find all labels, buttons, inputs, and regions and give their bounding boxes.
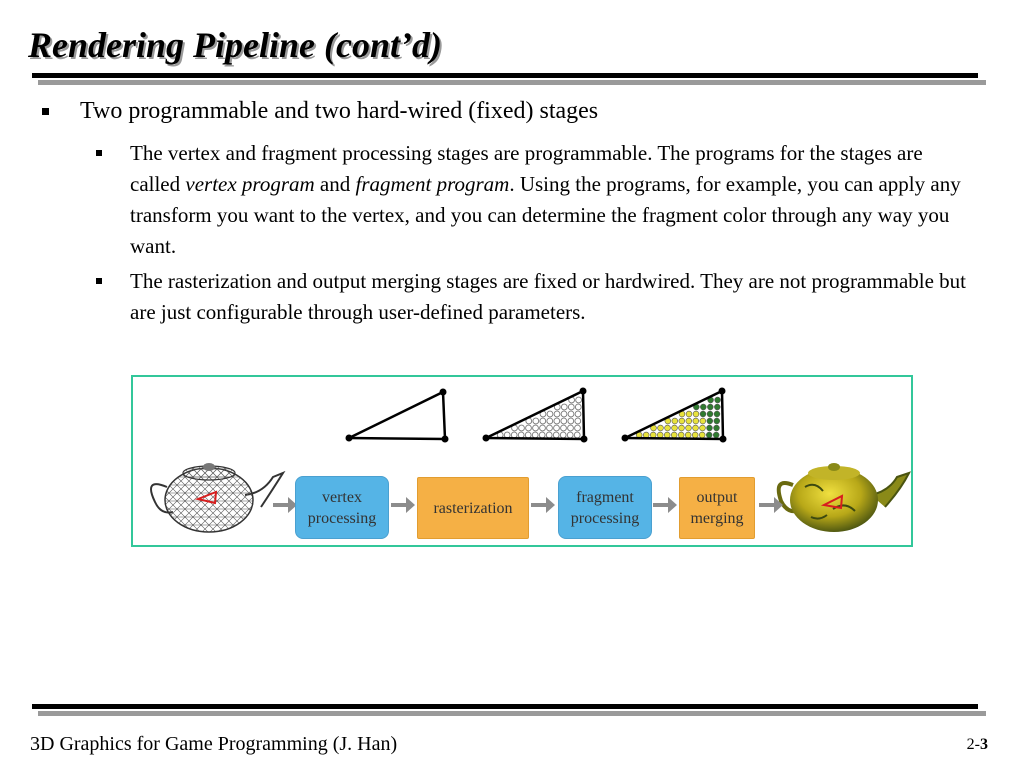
- fragment-dot: [518, 432, 524, 438]
- fragment-dot: [713, 432, 719, 438]
- fragment-dot: [568, 404, 574, 410]
- square-bullet-icon: [96, 278, 102, 284]
- fragment-dot: [525, 432, 531, 438]
- fragment-dot: [699, 432, 705, 438]
- fragment-dot: [554, 411, 560, 417]
- fragment-dot: [658, 425, 664, 431]
- fragment-dot: [540, 418, 546, 424]
- fragment-dot: [519, 425, 525, 431]
- fragment-dot: [686, 411, 692, 417]
- fragment-dot: [714, 411, 720, 417]
- slide-title: Rendering Pipeline (cont’d): [28, 25, 442, 65]
- fragment-dot: [707, 404, 713, 410]
- fragment-dot: [672, 425, 678, 431]
- triangle-vertices: [346, 389, 449, 443]
- fragment-dot: [693, 411, 699, 417]
- fragment-dot: [679, 418, 685, 424]
- footer-rule: [32, 704, 978, 709]
- fragment-dot: [707, 425, 713, 431]
- fragment-dot: [526, 425, 532, 431]
- fragment-dot: [678, 432, 684, 438]
- fragment-dot: [575, 411, 581, 417]
- title-rule-shadow: [38, 80, 986, 85]
- fragment-dot: [533, 418, 539, 424]
- fragment-dot: [546, 432, 552, 438]
- fragment-dot: [707, 418, 713, 424]
- triangle-shaded: [622, 388, 727, 443]
- fragment-dot: [560, 432, 566, 438]
- fragment-dot: [575, 425, 581, 431]
- fragment-dot: [561, 425, 567, 431]
- page-prefix: 2-: [966, 736, 980, 753]
- fragment-dot: [657, 432, 663, 438]
- fragment-dot: [686, 418, 692, 424]
- triangle-rasterized: [483, 388, 588, 443]
- pipeline-figure: [131, 375, 913, 547]
- stage-rasterization: rasterization: [417, 477, 529, 539]
- fragment-dot: [715, 397, 721, 403]
- fragment-dot: [574, 432, 580, 438]
- fragment-dot: [671, 432, 677, 438]
- fragment-dot: [700, 404, 706, 410]
- fragment-dot: [707, 411, 713, 417]
- fragment-dot: [554, 418, 560, 424]
- fragment-dot: [532, 432, 538, 438]
- fragment-dot: [547, 418, 553, 424]
- course-footer: 3D Graphics for Game Programming (J. Han): [30, 733, 398, 755]
- page-index: 3: [980, 736, 988, 753]
- textured-teapot-icon: [779, 463, 909, 532]
- fragment-dot: [700, 418, 706, 424]
- stage-fragment-processing: fragment processing: [558, 476, 652, 539]
- fragment-dot: [700, 425, 706, 431]
- fragment-dot: [706, 432, 712, 438]
- square-bullet-icon: [96, 150, 102, 156]
- sub-bullet-text: The vertex and fragment processing stages are programmable. The programs for the stages are called: [130, 141, 923, 196]
- fragment-dot: [685, 432, 691, 438]
- fragment-dot: [539, 432, 545, 438]
- fragment-dot: [692, 432, 698, 438]
- wireframe-teapot-icon: [151, 463, 283, 532]
- sub-bullet-programmable: [130, 138, 970, 262]
- fragment-dot: [714, 425, 720, 431]
- page-number: [967, 736, 988, 754]
- fragment-dot: [714, 404, 720, 410]
- fragment-dot: [540, 425, 546, 431]
- term-fragment-program: fragment program: [355, 172, 510, 196]
- fragment-dot: [664, 432, 670, 438]
- fragment-dot: [700, 411, 706, 417]
- fragment-dot: [686, 425, 692, 431]
- sub-bullet-fixed: The rasterization and output merging stages are fixed or hardwired. They are not programmable but are just configurable through user-defined parameters.: [130, 269, 967, 324]
- sub-bullet-text: and: [314, 172, 356, 196]
- title-rule: [32, 73, 978, 78]
- fragment-dot: [672, 418, 678, 424]
- fragment-dot: [568, 425, 574, 431]
- fragment-dot: [553, 432, 559, 438]
- fragment-dot: [547, 425, 553, 431]
- fragment-dot: [693, 425, 699, 431]
- stage-vertex-processing: vertex processing: [295, 476, 389, 539]
- fragment-dot: [568, 411, 574, 417]
- fragment-dot: [561, 411, 567, 417]
- fragment-dot: [576, 397, 582, 403]
- fragment-dot: [679, 425, 685, 431]
- fragment-dot: [554, 425, 560, 431]
- fragment-dot: [693, 418, 699, 424]
- fragment-dot: [714, 418, 720, 424]
- fragment-dot: [561, 418, 567, 424]
- footer-rule-shadow: [38, 711, 986, 716]
- fragment-dot: [575, 404, 581, 410]
- fragment-dot: [533, 425, 539, 431]
- bullet-main: Two programmable and two hard-wired (fixed) stages: [80, 98, 599, 124]
- fragment-dot: [547, 411, 553, 417]
- square-bullet-icon: [42, 108, 49, 115]
- fragment-dot: [665, 425, 671, 431]
- stage-output-merging: output merging: [679, 477, 755, 539]
- term-vertex-program: vertex program: [185, 172, 315, 196]
- fragment-dot: [568, 418, 574, 424]
- fragment-dot: [575, 418, 581, 424]
- sub-bullet-text: . Using the programs, for example, you can apply any transform you want to the vertex, and you can determine the fragment color through any way you want.: [130, 172, 961, 258]
- fragment-dot: [561, 404, 567, 410]
- fragment-dot: [567, 432, 573, 438]
